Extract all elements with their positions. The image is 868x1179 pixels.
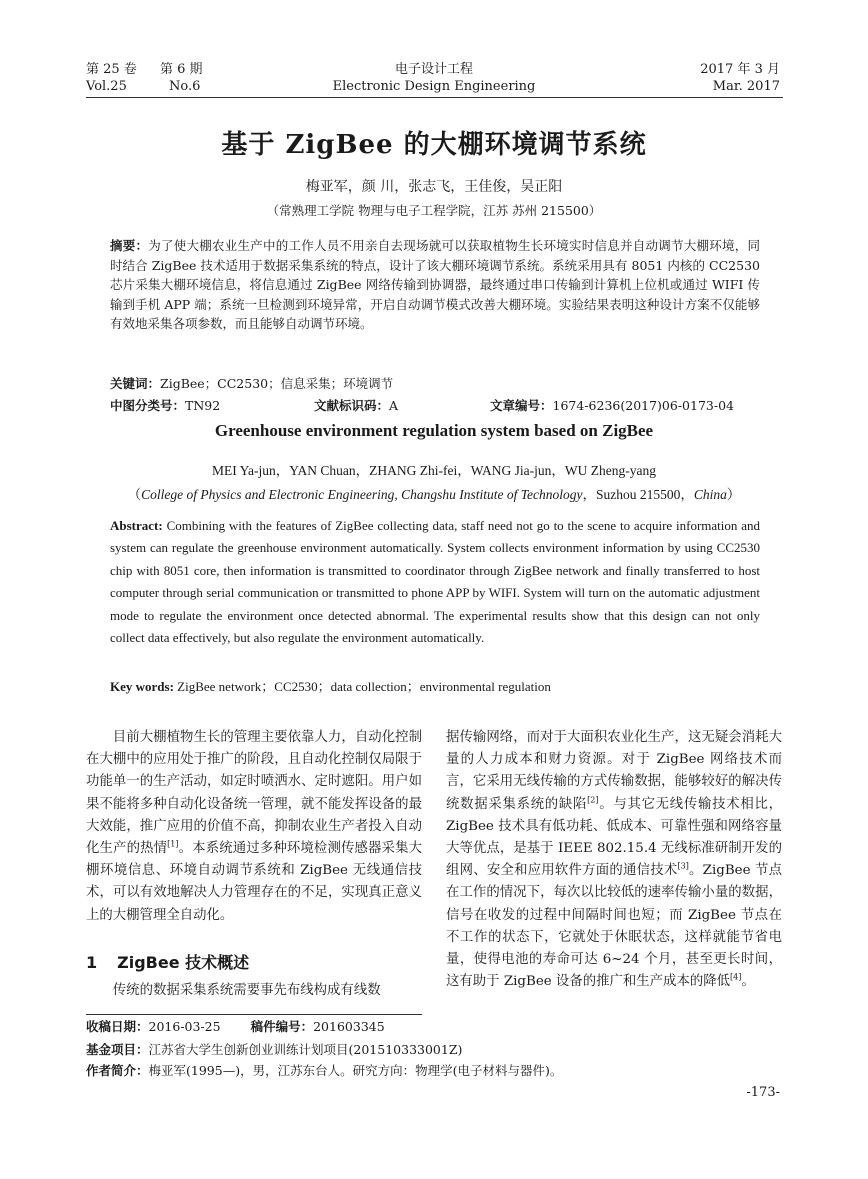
footnote-rule bbox=[86, 1014, 422, 1015]
citation-3: [3] bbox=[677, 861, 689, 871]
citation-4: [4] bbox=[730, 972, 742, 982]
footnote-author bbox=[86, 1062, 562, 1080]
intro-paragraph bbox=[86, 727, 422, 927]
header-rule bbox=[86, 97, 783, 98]
keywords-en-text: ZigBee network；CC2530；data collection；environmental regulation bbox=[177, 679, 551, 694]
authors-cn: 梅亚军，颜 川，张志飞，王佳俊，吴正阳 bbox=[305, 179, 563, 195]
abstract-en-text: Combining with the features of ZigBee collecting data, staff need not go to the scene to acquire information and system can regulate the greenhouse environment automatically. System collects environment information by using CC2530 chip with 8051 core, then information is transmitted to coordinator through ZigBee network and finally transferred to host computer through serial communication or transmitted to phone APP by WIFI. System will turn on the automatic adjustment mode to regulate the environment once detected abnormal. The experimental results show that this design can not only collect data effectively, but also regulate the environment automatically. bbox=[110, 518, 760, 646]
section-heading bbox=[86, 950, 249, 973]
right-text-c: 。ZigBee 节点在工作的情况下，每次以比较低的速率传输小量的数据， 信号在收发的过程中间隔时间也短；而 ZigBee 节点在不工作的状态下，它就处于休眠状态，这样就能节省电量，使得电池的寿命可达 6~24 个月，甚至更长时间，这有助于 ZigBee 设备的推广和生产成本的降低 bbox=[446, 863, 783, 990]
section-number: 1 bbox=[86, 953, 98, 972]
section-paragraph bbox=[86, 980, 422, 1002]
keywords-cn bbox=[110, 374, 760, 394]
citation-2: [2] bbox=[587, 795, 599, 805]
date-en: Mar. 2017 bbox=[712, 79, 780, 94]
keywords-en-label: Key words: bbox=[110, 679, 174, 694]
doc-code-label: 文献标识码： bbox=[314, 398, 390, 413]
issue-cn: 第 6 期 bbox=[160, 62, 203, 77]
doc-code-value: A bbox=[389, 398, 399, 413]
clc-label: 中图分类号： bbox=[110, 398, 186, 413]
article-number-value: 1674-6236(2017)06-0173-04 bbox=[552, 398, 734, 413]
article-number-label: 文章编号： bbox=[490, 398, 553, 413]
journal-name-en: Electronic Design Engineering bbox=[332, 79, 536, 94]
classification-row bbox=[110, 396, 760, 416]
manuscript-label: 稿件编号： bbox=[250, 1019, 314, 1034]
journal-name-cn: 电子设计工程 bbox=[394, 62, 473, 77]
right-text-a: 据传输网络，而对于大面积农业化生产，这无疑会消耗大量的人力成本和财力资源。对于 ZigBee 网络技术而言，它采用无线传输的方式传输数据，能够较好的解决传统数据采集系统的缺陷 bbox=[446, 730, 782, 812]
intro-text-a: 目前大棚植物生长的管理主要依靠人力，自动化控制在大棚中的应用处于推广的阶段，且自动化控制仅局限于功能单一的生产活动，如定时喷洒水、定时遮阳。用户如果不能将多种自动化设备统一管理，就不能发挥设备的最大效能，推广应用的价值不高，抑制农业生产者投入自动化生产的热情 bbox=[86, 730, 422, 857]
abstract-cn bbox=[110, 236, 760, 334]
affiliation-cn: （常熟理工学院 物理与电子工程学院，江苏 苏州 215500） bbox=[266, 203, 602, 218]
affiliation-en-open: （ bbox=[127, 487, 142, 502]
keywords-cn-label: 关键词： bbox=[110, 376, 161, 391]
affiliation-en-city: ，Suzhou 215500， bbox=[582, 487, 694, 502]
affiliation-en-close: ） bbox=[726, 487, 741, 502]
author-bio-value: 梅亚军(1995—)，男，江苏东台人。研究方向：物理学(电子材料与器件)。 bbox=[148, 1063, 563, 1078]
fund-value: 江苏省大学生创新创业训练计划项目(201510333001Z) bbox=[148, 1042, 463, 1057]
abstract-cn-label: 摘要： bbox=[110, 238, 149, 253]
footnote-fund bbox=[86, 1041, 462, 1059]
received-value: 2016-03-25 bbox=[148, 1019, 221, 1034]
author-bio-label: 作者简介： bbox=[86, 1063, 149, 1078]
abstract-en-label: Abstract: bbox=[110, 518, 163, 533]
page-number: -173- bbox=[746, 1085, 780, 1100]
footnote-received bbox=[86, 1018, 385, 1036]
keywords-cn-text: ZigBee；CC2530；信息采集；环境调节 bbox=[160, 376, 394, 391]
section-title: ZigBee 技术概述 bbox=[117, 953, 250, 972]
fund-label: 基金项目： bbox=[86, 1042, 149, 1057]
left-column bbox=[86, 727, 422, 927]
issue-en: No.6 bbox=[169, 79, 201, 94]
manuscript-value: 201603345 bbox=[313, 1019, 385, 1034]
keywords-en bbox=[110, 677, 760, 697]
abstract-en bbox=[110, 515, 760, 649]
volume-en: Vol.25 bbox=[86, 79, 127, 94]
intro-text-b: 。本系统通过多种环境检测传感器采集大棚环境信息、环境自动调节系统和 ZigBee 无线通信技术，可以有效地解决人力管理存在的不足，实现真正意义上的大棚管理全自动化。 bbox=[86, 841, 423, 923]
volume-cn: 第 25 卷 bbox=[86, 62, 137, 77]
citation-1: [1] bbox=[167, 839, 179, 849]
received-label: 收稿日期： bbox=[86, 1019, 149, 1034]
clc-value: TN92 bbox=[185, 398, 221, 413]
section-paragraph-text: 传统的数据采集系统需要事先布线构成有线数 bbox=[112, 983, 381, 998]
date-cn: 2017 年 3 月 bbox=[700, 62, 780, 77]
right-paragraph bbox=[446, 727, 782, 993]
right-column bbox=[446, 727, 782, 993]
affiliation-en-country: China bbox=[693, 487, 727, 502]
authors-en: MEI Ya-jun，YAN Chuan，ZHANG Zhi-fei，WANG Jia-jun，WU Zheng-yang bbox=[212, 463, 656, 478]
right-text-d: 。 bbox=[741, 974, 755, 990]
article-title-cn: 基于 ZigBee 的大棚环境调节系统 bbox=[221, 130, 647, 160]
affiliation-en-college: College of Physics and Electronic Engineering, Changshu Institute of Technology bbox=[141, 487, 583, 502]
article-title-en: Greenhouse environment regulation system based on ZigBee bbox=[214, 421, 654, 440]
affiliation-en bbox=[0, 483, 868, 503]
right-text-b: 。与其它无线传输技术相比，ZigBee 技术具有低功耗、低成本、可靠性强和网络容量大等优点，是基于 IEEE 802.15.4 无线标准研制开发的组网、安全和应用软件方面的通信技术 bbox=[446, 796, 783, 879]
abstract-cn-text: 为了使大棚农业生产中的工作人员不用亲自去现场就可以获取植物生长环境实时信息并自动调节大棚环境，同时结合 ZigBee 技术适用于数据采集系统的特点，设计了该大棚环境调节系统。系统采用具有 8051 内核的 CC2530 芯片采集大棚环境信息，将信息通过 ZigBee 网络传输到协调器，最终通过串口传输到计算机上位机或通过 WIFI 传输到手机 APP 端；系统一旦检测到环境异常，开启自动调节模式改善大棚环境。实验结果表明这种设计方案不仅能够有效地采集各项参数，而且能够自动调节环境。 bbox=[110, 238, 760, 332]
